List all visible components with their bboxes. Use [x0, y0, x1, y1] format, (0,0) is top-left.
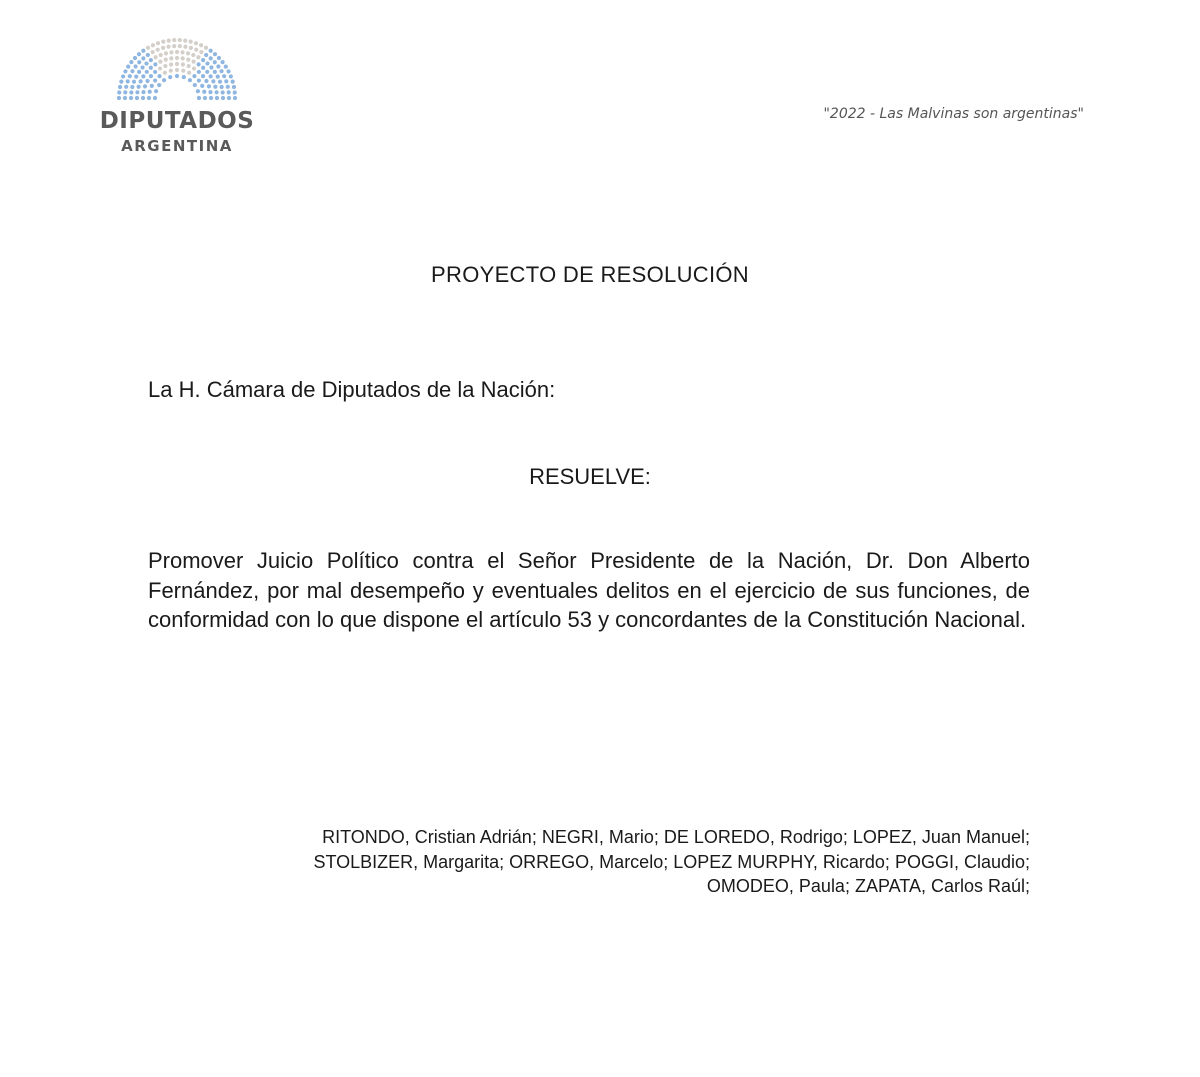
resolution-body: Promover Juicio Político contra el Señor Presidente de la Nación, Dr. Don Alberto Fernández, por mal desempeño y eventuales delitos en el ejercicio de sus funciones, de conformidad con lo que dispone el artículo 53 y concordantes de la Constitución Nacional. [148, 548, 1030, 632]
hemicycle-icon [110, 36, 244, 100]
addressee-text: La H. Cámara de Diputados de la Nación: [148, 377, 556, 402]
signers-line: OMODEO, Paula; ZAPATA, Carlos Raúl; [706, 876, 1030, 896]
diputados-logo [92, 36, 262, 166]
resolves-heading: RESUELVE: [529, 464, 651, 489]
signers-line: STOLBIZER, Margarita; ORREGO, Marcelo; LOPEZ MURPHY, Ricardo; POGGI, Claudio; [313, 851, 1030, 872]
logo-name: DIPUTADOS [99, 108, 255, 134]
motto-text: "2022 - Las Malvinas son argentinas" [823, 106, 1084, 122]
signers-list [180, 825, 1030, 899]
signers-line: RITONDO, Cristian Adrián; NEGRI, Mario; DE LOREDO, Rodrigo; LOPEZ, Juan Manuel; [322, 827, 1030, 847]
document-title: PROYECTO DE RESOLUCIÓN [431, 262, 749, 287]
logo-country: ARGENTINA [121, 137, 233, 155]
